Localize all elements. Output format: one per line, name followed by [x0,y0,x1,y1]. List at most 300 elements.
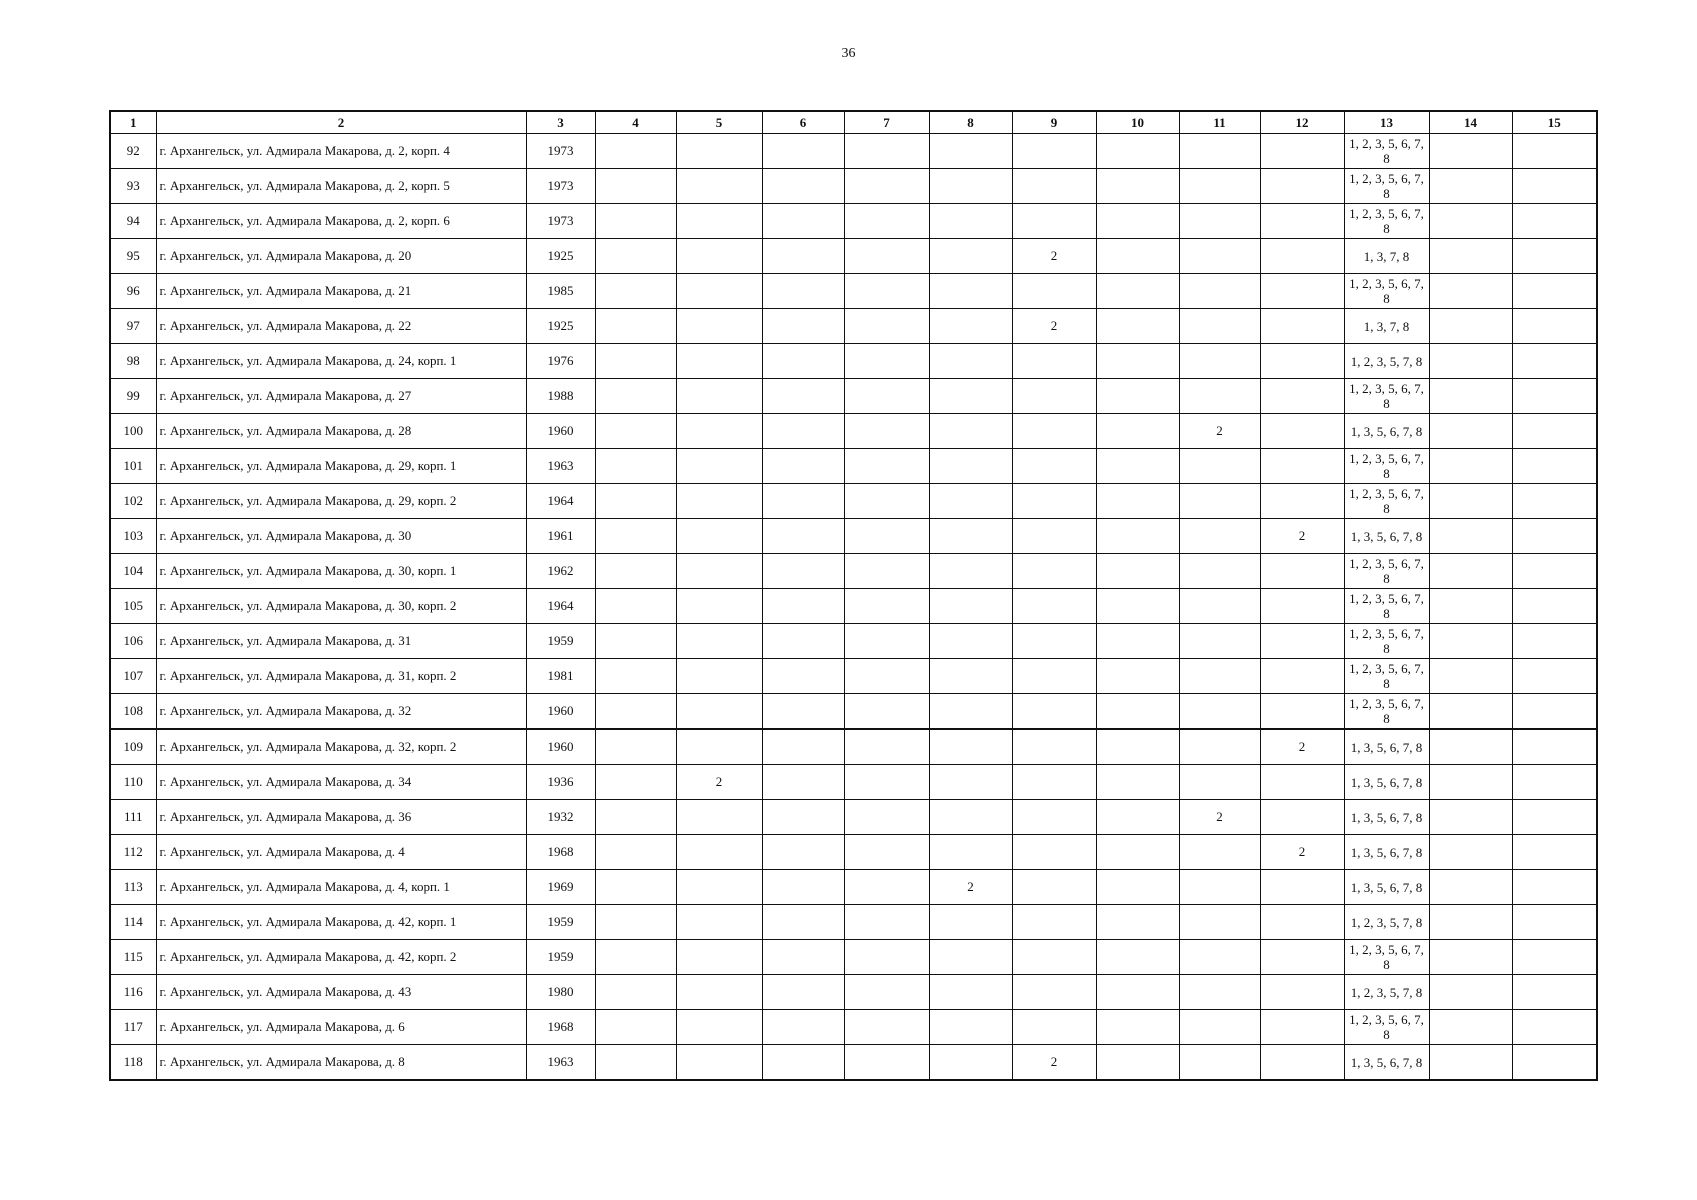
cell-col-7 [844,800,929,835]
cell-col-10 [1096,554,1179,589]
table-row [110,765,1597,800]
cell-col-11 [1179,134,1260,169]
table-row [110,659,1597,694]
cell-col-5 [676,870,762,905]
cell-col-6 [762,344,844,379]
cell-col-13: 1, 3, 5, 6, 7, 8 [1344,870,1429,905]
cell-col-9 [1012,484,1096,519]
cell-col-11: 2 [1179,800,1260,835]
cell-col-13: 1, 3, 7, 8 [1344,309,1429,344]
cell-row-number: 102 [110,484,156,519]
cell-col-9: 2 [1012,239,1096,274]
cell-col-12 [1260,659,1344,694]
cell-col-5 [676,414,762,449]
cell-col-9 [1012,940,1096,975]
table-row [110,449,1597,484]
cell-col-4 [595,765,676,800]
cell-col-5 [676,134,762,169]
cell-col-10 [1096,624,1179,659]
cell-col-5 [676,800,762,835]
table-row [110,169,1597,204]
cell-row-number: 94 [110,204,156,239]
cell-col-8 [929,134,1012,169]
cell-col-10 [1096,905,1179,940]
cell-col-5 [676,835,762,870]
cell-col-11 [1179,905,1260,940]
cell-col-4 [595,1010,676,1045]
cell-col-5 [676,309,762,344]
cell-address: г. Архангельск, ул. Адмирала Макарова, д. 27 [156,379,526,414]
cell-col-9 [1012,379,1096,414]
cell-col-9 [1012,905,1096,940]
cell-col-7 [844,624,929,659]
cell-address: г. Архангельск, ул. Адмирала Макарова, д. 6 [156,1010,526,1045]
cell-col-13: 1, 2, 3, 5, 6, 7, 8 [1344,589,1429,624]
cell-col-12 [1260,204,1344,239]
cell-address: г. Архангельск, ул. Адмирала Макарова, д. 32, корп. 2 [156,729,526,765]
cell-col-6 [762,309,844,344]
cell-col-11 [1179,765,1260,800]
cell-col-7 [844,1045,929,1081]
cell-col-11 [1179,554,1260,589]
cell-col-4 [595,239,676,274]
cell-col-8 [929,309,1012,344]
column-header-8: 8 [929,111,1012,134]
cell-col-14 [1429,1010,1512,1045]
cell-col-7 [844,765,929,800]
cell-col-6 [762,169,844,204]
cell-col-7 [844,870,929,905]
cell-col-13: 1, 2, 3, 5, 6, 7, 8 [1344,134,1429,169]
cell-col-11: 2 [1179,414,1260,449]
cell-col-8: 2 [929,870,1012,905]
cell-col-9 [1012,519,1096,554]
cell-address: г. Архангельск, ул. Адмирала Макарова, д. 36 [156,800,526,835]
cell-col-15 [1512,554,1597,589]
cell-col-4 [595,800,676,835]
cell-col-6 [762,204,844,239]
cell-col-8 [929,414,1012,449]
table-row [110,1010,1597,1045]
cell-col-10 [1096,484,1179,519]
cell-col-8 [929,940,1012,975]
cell-col-12: 2 [1260,835,1344,870]
cell-col-7 [844,940,929,975]
cell-col-15 [1512,589,1597,624]
cell-col-7 [844,134,929,169]
cell-col-6 [762,975,844,1010]
cell-row-number: 113 [110,870,156,905]
cell-col-13: 1, 3, 5, 6, 7, 8 [1344,1045,1429,1081]
table-row [110,239,1597,274]
cell-col-12 [1260,975,1344,1010]
table-row [110,729,1597,765]
cell-col-4 [595,659,676,694]
column-header-4: 4 [595,111,676,134]
cell-col-4 [595,379,676,414]
cell-col-6 [762,414,844,449]
cell-col-12 [1260,800,1344,835]
cell-col-7 [844,905,929,940]
cell-col-4 [595,905,676,940]
cell-row-number: 104 [110,554,156,589]
cell-address: г. Архангельск, ул. Адмирала Макарова, д. 21 [156,274,526,309]
cell-col-15 [1512,729,1597,765]
cell-col-5 [676,344,762,379]
cell-year: 1968 [526,1010,595,1045]
cell-col-4 [595,169,676,204]
cell-col-12: 2 [1260,729,1344,765]
cell-year: 1932 [526,800,595,835]
cell-year: 1963 [526,449,595,484]
table-row [110,134,1597,169]
cell-col-8 [929,274,1012,309]
cell-col-15 [1512,344,1597,379]
cell-col-7 [844,274,929,309]
cell-col-15 [1512,659,1597,694]
cell-col-6 [762,379,844,414]
cell-address: г. Архангельск, ул. Адмирала Макарова, д. 24, корп. 1 [156,344,526,379]
cell-col-15 [1512,379,1597,414]
cell-address: г. Архангельск, ул. Адмирала Макарова, д. 4, корп. 1 [156,870,526,905]
cell-col-13: 1, 2, 3, 5, 6, 7, 8 [1344,449,1429,484]
cell-col-7 [844,379,929,414]
cell-col-5 [676,1010,762,1045]
cell-col-11 [1179,274,1260,309]
cell-col-10 [1096,519,1179,554]
cell-col-7 [844,554,929,589]
cell-col-10 [1096,800,1179,835]
cell-col-4 [595,589,676,624]
cell-col-5 [676,519,762,554]
cell-year: 1964 [526,589,595,624]
cell-col-10 [1096,940,1179,975]
cell-col-9 [1012,449,1096,484]
cell-col-15 [1512,134,1597,169]
cell-col-7 [844,414,929,449]
cell-col-4 [595,940,676,975]
cell-col-7 [844,204,929,239]
cell-col-11 [1179,344,1260,379]
cell-col-9 [1012,624,1096,659]
cell-col-9 [1012,414,1096,449]
cell-col-15 [1512,484,1597,519]
cell-year: 1973 [526,204,595,239]
cell-col-13: 1, 2, 3, 5, 7, 8 [1344,975,1429,1010]
cell-address: г. Архангельск, ул. Адмирала Макарова, д. 2, корп. 4 [156,134,526,169]
cell-col-12 [1260,134,1344,169]
cell-col-4 [595,519,676,554]
column-header-14: 14 [1429,111,1512,134]
cell-col-12 [1260,169,1344,204]
cell-col-5 [676,694,762,730]
cell-col-12: 2 [1260,519,1344,554]
cell-col-14 [1429,870,1512,905]
cell-col-12 [1260,624,1344,659]
cell-col-8 [929,519,1012,554]
cell-row-number: 112 [110,835,156,870]
cell-col-14 [1429,624,1512,659]
cell-col-4 [595,1045,676,1081]
cell-col-12 [1260,1010,1344,1045]
column-header-10: 10 [1096,111,1179,134]
cell-row-number: 116 [110,975,156,1010]
cell-col-7 [844,1010,929,1045]
cell-col-9 [1012,169,1096,204]
cell-year: 1925 [526,309,595,344]
cell-col-14 [1429,274,1512,309]
cell-col-14 [1429,239,1512,274]
cell-col-10 [1096,309,1179,344]
cell-col-14 [1429,414,1512,449]
cell-col-6 [762,905,844,940]
cell-col-13: 1, 3, 5, 6, 7, 8 [1344,414,1429,449]
column-header-1: 1 [110,111,156,134]
cell-col-13: 1, 3, 5, 6, 7, 8 [1344,519,1429,554]
cell-row-number: 99 [110,379,156,414]
table-row [110,414,1597,449]
cell-col-15 [1512,239,1597,274]
cell-row-number: 114 [110,905,156,940]
cell-col-4 [595,870,676,905]
table-row [110,905,1597,940]
cell-col-14 [1429,589,1512,624]
cell-col-7 [844,344,929,379]
cell-col-8 [929,344,1012,379]
table-row [110,975,1597,1010]
cell-col-4 [595,694,676,730]
cell-col-5 [676,659,762,694]
cell-col-4 [595,484,676,519]
cell-col-12 [1260,694,1344,730]
cell-col-8 [929,975,1012,1010]
cell-col-13: 1, 2, 3, 5, 6, 7, 8 [1344,1010,1429,1045]
cell-col-6 [762,800,844,835]
cell-col-6 [762,940,844,975]
cell-address: г. Архангельск, ул. Адмирала Макарова, д. 22 [156,309,526,344]
cell-col-4 [595,554,676,589]
table-row [110,274,1597,309]
cell-col-9 [1012,1010,1096,1045]
cell-col-9 [1012,274,1096,309]
cell-row-number: 105 [110,589,156,624]
cell-col-14 [1429,379,1512,414]
cell-col-4 [595,414,676,449]
cell-col-7 [844,694,929,730]
cell-col-8 [929,484,1012,519]
column-header-3: 3 [526,111,595,134]
cell-col-14 [1429,694,1512,730]
table-row [110,309,1597,344]
cell-col-10 [1096,729,1179,765]
cell-col-4 [595,134,676,169]
cell-col-7 [844,169,929,204]
cell-col-11 [1179,1045,1260,1081]
cell-address: г. Архангельск, ул. Адмирала Макарова, д. 29, корп. 2 [156,484,526,519]
cell-col-9 [1012,659,1096,694]
cell-col-4 [595,274,676,309]
cell-col-13: 1, 2, 3, 5, 7, 8 [1344,344,1429,379]
cell-col-12 [1260,905,1344,940]
table-row [110,204,1597,239]
cell-col-12 [1260,589,1344,624]
cell-col-14 [1429,905,1512,940]
cell-col-11 [1179,659,1260,694]
table-body [110,134,1597,1081]
housing-registry-table [109,110,1598,1081]
cell-col-8 [929,765,1012,800]
cell-col-14 [1429,800,1512,835]
column-header-2: 2 [156,111,526,134]
cell-col-12 [1260,449,1344,484]
cell-col-9 [1012,765,1096,800]
cell-year: 1963 [526,1045,595,1081]
cell-col-7 [844,975,929,1010]
cell-col-15 [1512,835,1597,870]
column-header-6: 6 [762,111,844,134]
cell-row-number: 98 [110,344,156,379]
column-header-13: 13 [1344,111,1429,134]
cell-col-5 [676,1045,762,1081]
cell-col-7 [844,589,929,624]
cell-col-11 [1179,379,1260,414]
column-header-11: 11 [1179,111,1260,134]
cell-col-9 [1012,204,1096,239]
cell-col-13: 1, 3, 5, 6, 7, 8 [1344,835,1429,870]
cell-col-10 [1096,204,1179,239]
cell-year: 1959 [526,624,595,659]
cell-row-number: 93 [110,169,156,204]
cell-col-5 [676,624,762,659]
cell-year: 1988 [526,379,595,414]
cell-col-10 [1096,659,1179,694]
cell-col-11 [1179,624,1260,659]
table-row [110,554,1597,589]
table-row [110,870,1597,905]
cell-col-14 [1429,449,1512,484]
table-row [110,624,1597,659]
cell-address: г. Архангельск, ул. Адмирала Макарова, д. 30, корп. 2 [156,589,526,624]
cell-col-15 [1512,870,1597,905]
cell-col-8 [929,554,1012,589]
cell-col-14 [1429,169,1512,204]
table-header-row [110,111,1597,134]
cell-col-4 [595,729,676,765]
cell-col-13: 1, 2, 3, 5, 6, 7, 8 [1344,204,1429,239]
cell-address: г. Архангельск, ул. Адмирала Макарова, д. 30, корп. 1 [156,554,526,589]
cell-col-15 [1512,274,1597,309]
cell-row-number: 115 [110,940,156,975]
cell-col-11 [1179,239,1260,274]
cell-col-9 [1012,344,1096,379]
cell-col-14 [1429,484,1512,519]
cell-col-13: 1, 2, 3, 5, 6, 7, 8 [1344,659,1429,694]
cell-col-12 [1260,940,1344,975]
cell-col-10 [1096,835,1179,870]
cell-col-13: 1, 2, 3, 5, 6, 7, 8 [1344,379,1429,414]
cell-col-15 [1512,169,1597,204]
cell-col-11 [1179,975,1260,1010]
cell-col-6 [762,239,844,274]
cell-col-11 [1179,169,1260,204]
cell-row-number: 100 [110,414,156,449]
page-number: 36 [841,46,856,61]
cell-row-number: 107 [110,659,156,694]
cell-col-10 [1096,975,1179,1010]
cell-row-number: 92 [110,134,156,169]
cell-col-10 [1096,379,1179,414]
cell-col-7 [844,659,929,694]
cell-col-15 [1512,1045,1597,1081]
cell-col-14 [1429,729,1512,765]
cell-col-13: 1, 3, 5, 6, 7, 8 [1344,800,1429,835]
cell-address: г. Архангельск, ул. Адмирала Макарова, д. 8 [156,1045,526,1081]
cell-col-9 [1012,554,1096,589]
cell-year: 1969 [526,870,595,905]
cell-col-14 [1429,765,1512,800]
cell-col-9 [1012,800,1096,835]
cell-col-15 [1512,449,1597,484]
cell-col-15 [1512,519,1597,554]
cell-address: г. Архангельск, ул. Адмирала Макарова, д. 28 [156,414,526,449]
cell-col-11 [1179,694,1260,730]
cell-row-number: 95 [110,239,156,274]
cell-col-15 [1512,765,1597,800]
cell-col-9 [1012,729,1096,765]
cell-col-14 [1429,134,1512,169]
cell-address: г. Архангельск, ул. Адмирала Макарова, д. 2, корп. 5 [156,169,526,204]
cell-col-10 [1096,765,1179,800]
column-header-9: 9 [1012,111,1096,134]
column-header-15: 15 [1512,111,1597,134]
cell-col-5: 2 [676,765,762,800]
cell-col-9 [1012,589,1096,624]
cell-address: г. Архангельск, ул. Адмирала Макарова, д. 31, корп. 2 [156,659,526,694]
cell-col-5 [676,940,762,975]
cell-year: 1973 [526,134,595,169]
cell-col-5 [676,204,762,239]
cell-col-13: 1, 2, 3, 5, 7, 8 [1344,905,1429,940]
cell-col-6 [762,624,844,659]
cell-col-14 [1429,659,1512,694]
cell-col-8 [929,589,1012,624]
table-row [110,1045,1597,1081]
cell-year: 1961 [526,519,595,554]
cell-col-10 [1096,169,1179,204]
cell-col-11 [1179,484,1260,519]
cell-col-6 [762,274,844,309]
cell-col-8 [929,659,1012,694]
cell-col-5 [676,905,762,940]
cell-col-5 [676,379,762,414]
cell-col-13: 1, 2, 3, 5, 6, 7, 8 [1344,484,1429,519]
cell-col-10 [1096,694,1179,730]
cell-col-6 [762,554,844,589]
cell-col-10 [1096,414,1179,449]
cell-col-13: 1, 2, 3, 5, 6, 7, 8 [1344,169,1429,204]
cell-col-10 [1096,589,1179,624]
cell-col-10 [1096,134,1179,169]
cell-col-13: 1, 2, 3, 5, 6, 7, 8 [1344,940,1429,975]
cell-col-11 [1179,835,1260,870]
cell-col-9 [1012,975,1096,1010]
cell-year: 1925 [526,239,595,274]
cell-col-11 [1179,449,1260,484]
cell-col-5 [676,975,762,1010]
cell-address: г. Архангельск, ул. Адмирала Макарова, д. 30 [156,519,526,554]
cell-col-11 [1179,729,1260,765]
cell-col-8 [929,1010,1012,1045]
